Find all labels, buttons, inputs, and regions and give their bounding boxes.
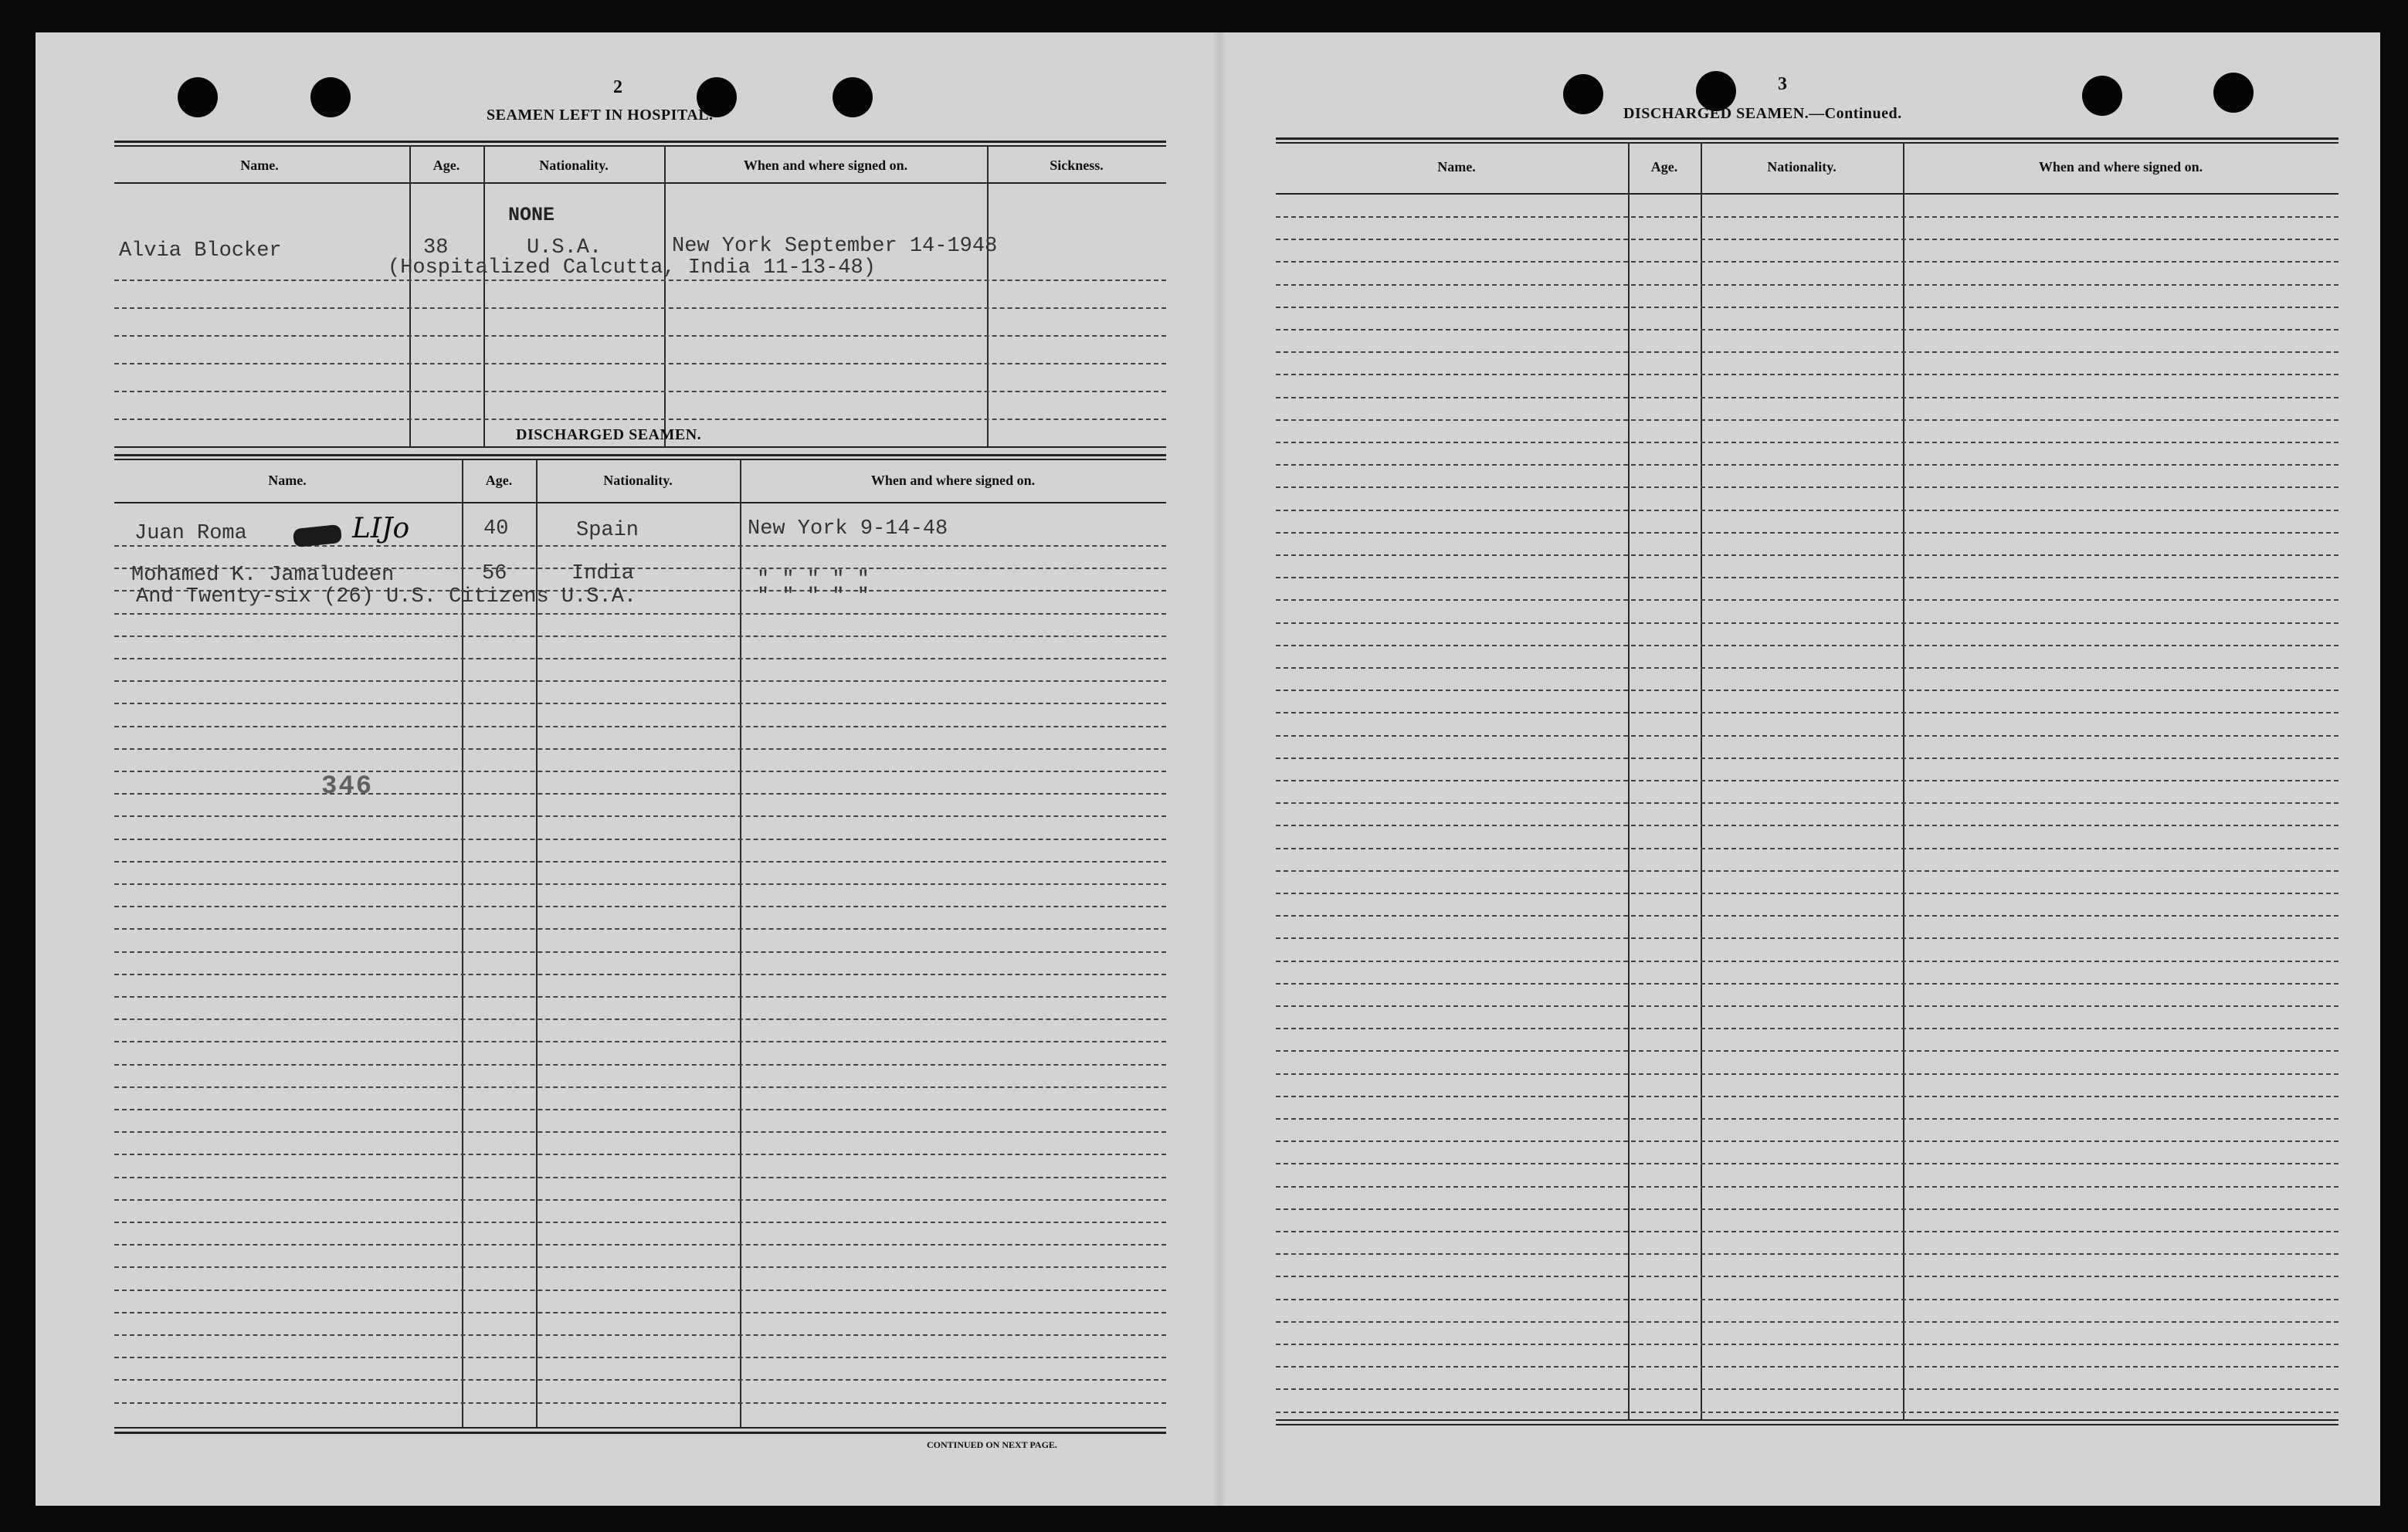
row-line [114,771,1166,772]
column-divider [1701,142,1702,1421]
row-line [114,1402,1166,1404]
row-line [1276,915,2338,917]
discharged-name-1: Juan Roma [134,522,247,545]
row-line [1276,239,2338,240]
row-line [114,419,1166,420]
row-line [1276,1163,2338,1164]
table-header-rule [1276,142,2338,144]
row-line [1276,442,2338,443]
row-line [114,613,1166,615]
row-line [114,748,1166,750]
discharged-nationality-1: Spain [576,519,639,542]
row-line [1276,374,2338,375]
row-line [114,1379,1166,1381]
hospital-signed-on: New York September 14-1948 [672,235,998,258]
discharged-section-title: DISCHARGED SEAMEN. [516,426,702,443]
row-line [1276,1028,2338,1029]
row-line [1276,712,2338,713]
row-line [1276,1141,2338,1142]
hospital-section-title: SEAMEN LEFT IN HOSPITAL. [487,107,714,124]
row-line [114,545,1166,547]
row-line [1276,1412,2338,1413]
row-line [1276,622,2338,624]
continued-section-title: DISCHARGED SEAMEN.—Continued. [1623,105,1902,122]
discharged-age-1: 40 [483,517,509,541]
header-nationality: Nationality. [1767,159,1837,175]
row-line [1276,870,2338,872]
page-number: 2 [613,77,622,97]
table-top-rule [1276,137,2338,140]
row-line [1276,329,2338,330]
row-line [1276,1118,2338,1120]
column-divider [483,145,485,446]
row-line [1276,510,2338,511]
row-line [1276,1344,2338,1345]
hospital-note: (Hospitalized Calcutta, India 11-13-48) [388,256,876,280]
header-name: Name. [1437,159,1476,175]
header-age: Age. [485,473,513,488]
header-name: Name. [240,158,279,173]
table-bottom-rule [1276,1419,2338,1421]
row-line [1276,1253,2338,1255]
row-line [114,793,1166,795]
overlay-none: NONE [508,204,555,226]
row-line [114,726,1166,727]
row-line [1276,216,2338,218]
row-line [114,680,1166,682]
row-line [114,307,1166,309]
row-line [114,951,1166,953]
hospital-age: 38 [423,236,449,259]
row-line [1276,735,2338,737]
row-line [1276,690,2338,691]
table-top-rule [114,141,1166,143]
row-line [1276,486,2338,488]
hospital-nationality: U.S.A. [527,236,602,259]
row-line [1276,577,2338,578]
table-bottom-rule [114,1427,1166,1429]
row-line [1276,532,2338,534]
handwritten-annotation: LIJo [352,513,410,544]
row-line [114,815,1166,817]
row-line [114,1109,1166,1110]
table-header-rule [114,145,1166,147]
row-line [1276,307,2338,308]
punch-hole [310,77,351,117]
row-line [1276,419,2338,421]
discharged-continuation: And Twenty-six (26) U.S. Citizens U.S.A. [136,585,637,608]
page-number: 3 [1778,74,1787,94]
header-signed-on: When and where signed on. [743,158,908,173]
row-line [1276,1073,2338,1075]
row-line [114,703,1166,704]
row-line [114,1334,1166,1336]
row-line [1276,983,2338,985]
row-line [114,391,1166,392]
row-line [114,1357,1166,1358]
row-line [1276,397,2338,398]
table-header-bottom-rule [114,182,1166,184]
column-divider [664,145,666,446]
row-line [114,996,1166,998]
row-line [114,1064,1166,1066]
row-line [114,1199,1166,1201]
row-line [1276,802,2338,804]
row-line [114,974,1166,975]
row-line [1276,1050,2338,1052]
punch-hole [833,77,873,117]
manifest-sheet [36,32,2380,1506]
header-nationality: Nationality. [603,473,673,488]
row-line [114,280,1166,281]
discharged-continuation-signed-on: " " " " " [757,585,870,608]
center-fold [1214,32,1225,1506]
table-bottom-rule [1276,1424,2338,1425]
row-line [1276,599,2338,601]
row-line [114,1131,1166,1133]
row-line [114,1290,1166,1291]
header-age: Age. [432,158,460,173]
row-line [114,1312,1166,1313]
row-line [1276,893,2338,894]
row-line [114,1266,1166,1268]
row-line [114,1041,1166,1042]
row-line [1276,1321,2338,1323]
hospital-bottom-rule [114,446,1166,448]
row-line [1276,758,2338,759]
row-line [114,1019,1166,1020]
table-header-bottom-rule [114,502,1166,503]
row-line [1276,667,2338,669]
row-line [114,335,1166,337]
row-line [1276,351,2338,353]
row-line [114,658,1166,659]
row-line [114,861,1166,863]
row-line [1276,780,2338,781]
header-signed-on: When and where signed on. [2038,159,2203,175]
row-line [1276,1366,2338,1368]
punch-hole [2082,76,2122,116]
hospital-name: Alvia Blocker [119,239,282,263]
row-line [114,906,1166,907]
row-line [1276,1186,2338,1188]
punch-hole [178,77,218,117]
row-line [1276,1388,2338,1390]
row-line [1276,937,2338,939]
discharged-name-2: Mohamed K. Jamaludeen [131,564,395,587]
row-line [114,1222,1166,1223]
row-line [114,839,1166,840]
punch-hole [2213,73,2254,113]
column-divider [409,145,411,446]
column-divider [740,459,741,1429]
punch-hole [1563,74,1603,114]
row-line [1276,1208,2338,1210]
faint-stamp: 346 [321,772,374,802]
discharged-signed-on-1: New York 9-14-48 [748,517,948,541]
row-line [114,363,1166,364]
column-divider [1903,142,1904,1421]
crossed-out-mark [293,524,342,547]
table-header-bottom-rule [1276,193,2338,195]
row-line [1276,1299,2338,1300]
row-line [1276,1231,2338,1232]
discharged-signed-on-2: " " " " " [757,568,870,591]
header-signed-on: When and where signed on. [870,473,1036,488]
table-bottom-rule [114,1432,1166,1434]
row-line [1276,464,2338,466]
row-line [1276,1005,2338,1007]
row-line [1276,961,2338,962]
column-divider [1628,142,1630,1421]
discharged-age-2: 56 [482,562,507,585]
row-line [1276,1276,2338,1277]
row-line [1276,261,2338,263]
row-line [1276,284,2338,286]
column-divider [987,145,989,446]
header-nationality: Nationality. [539,158,609,173]
row-line [1276,848,2338,849]
continued-footer: CONTINUED ON NEXT PAGE. [927,1439,1057,1450]
row-line [114,1244,1166,1246]
discharged-nationality-2: India [571,562,635,585]
row-line [114,1177,1166,1178]
row-line [114,636,1166,637]
header-name: Name. [268,473,307,488]
row-line [1276,645,2338,646]
row-line [114,883,1166,885]
header-sickness: Sickness. [1050,158,1104,173]
row-line [1276,554,2338,556]
table-top-rule [114,454,1166,456]
table-header-rule [114,459,1166,460]
row-line [1276,825,2338,826]
row-line [1276,1096,2338,1097]
row-line [114,928,1166,930]
row-line [114,1086,1166,1088]
header-age: Age. [1650,159,1678,175]
row-line [114,1154,1166,1155]
